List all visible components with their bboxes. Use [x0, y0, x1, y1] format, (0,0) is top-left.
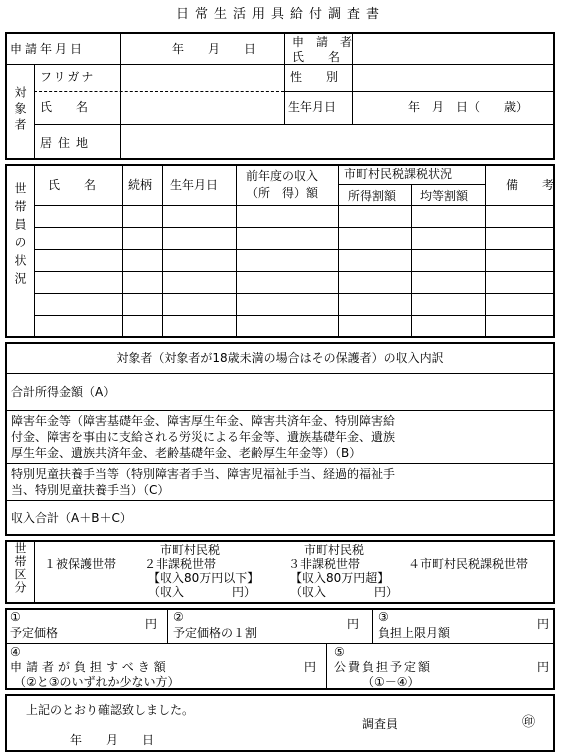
class-opt2-note2[interactable]: （収入 円）	[148, 585, 257, 599]
household-side-label: 世帯員の状況	[13, 182, 27, 290]
c3-label: 負担上限月額	[378, 626, 451, 640]
furigana-label: フリガナ	[40, 70, 96, 84]
c2-yen: 円	[347, 617, 360, 631]
class-opt2-top: 市町村民税	[160, 543, 221, 557]
class-opt3-note2[interactable]: （収入 円）	[290, 585, 399, 599]
class-opt2-note1: 【収入80万円以下】	[148, 571, 260, 585]
address-label: 居住地	[40, 136, 95, 150]
household-class-section	[5, 540, 555, 604]
application-date-label: 申請年月日	[10, 42, 86, 56]
c3-yen: 円	[537, 617, 550, 631]
c2-label: 予定価格の１割	[173, 626, 258, 640]
col-relation: 続柄	[128, 178, 153, 192]
col-birthdate: 生年月日	[170, 178, 219, 192]
birthdate-label: 生年月日	[288, 100, 337, 114]
c4-note: （②と③のいずれか少ない方）	[14, 675, 180, 689]
confirm-text: 上記のとおり確認致しました。	[26, 703, 195, 717]
col-remarks: 備 考	[506, 178, 555, 192]
c1-num: ①	[10, 610, 21, 624]
application-date-value[interactable]: 年 月 日	[172, 42, 257, 56]
c2-num: ②	[173, 610, 184, 624]
household-class-side-label: 世帯区分	[13, 542, 27, 594]
col-name: 氏 名	[48, 178, 97, 192]
page-title: 日常生活用具給付調査書	[175, 7, 385, 22]
pension-line-1: 障害年金等（障害基礎年金、障害厚生年金、障害共済年金、特別障害給	[11, 414, 396, 428]
class-opt3-note1: 【収入80万円超】	[290, 571, 390, 585]
investigator-label: 調査員	[362, 717, 399, 731]
confirm-date[interactable]: 年 月 日	[70, 733, 155, 747]
pension-line-2: 付金、障害を事由に支給される労災による年金等、遺族基礎年金、遺族	[11, 430, 396, 444]
class-opt4[interactable]: ４市町村民税課税世帯	[408, 557, 529, 571]
gender-label: 性 別	[290, 70, 339, 84]
col-income-1: 前年度の収入	[246, 169, 319, 183]
class-opt1[interactable]: １被保護世帯	[44, 557, 117, 571]
income-total-label: 収入合計（A＋B＋C）	[11, 511, 132, 525]
col-income-levy: 所得割額	[348, 189, 397, 203]
c5-yen: 円	[537, 660, 550, 674]
applicant-name-label-1: 申 請 者	[292, 35, 353, 49]
income-heading: 対象者（対象者が18歳未満の場合はその保護者）の収入内訳	[116, 351, 444, 365]
birthdate-value[interactable]: 年 月 日（ 歳）	[408, 100, 529, 114]
col-equal-levy: 均等割額	[420, 189, 469, 203]
class-opt3-top: 市町村民税	[304, 543, 365, 557]
total-income-label: 合計所得金額（A）	[11, 385, 116, 399]
allowance-line-1: 特別児童扶養手当等（特別障害者手当、障害児福祉手当、経過的福祉手	[11, 467, 396, 481]
c1-label: 予定価格	[10, 626, 59, 640]
subject-name-label: 氏 名	[40, 100, 89, 114]
c1-yen: 円	[145, 617, 158, 631]
seal-mark: ㊞	[522, 715, 536, 730]
class-opt2-main[interactable]: ２非課税世帯	[144, 557, 217, 571]
allowance-line-2: 当、特別児童扶養手当）（C）	[11, 483, 170, 497]
col-tax-status: 市町村民税課税状況	[344, 167, 453, 181]
subject-side-label: 対象者	[13, 86, 27, 134]
c5-note: （①－④）	[362, 675, 420, 689]
c4-yen: 円	[304, 660, 317, 674]
class-opt3-main[interactable]: ３非課税世帯	[288, 557, 361, 571]
applicant-name-label-2: 氏 名	[292, 50, 341, 64]
c4-label: 申請者が負担すべき額	[10, 660, 170, 674]
c5-label: 公費負担予定額	[334, 660, 433, 674]
c3-num: ③	[378, 610, 389, 624]
col-income-2: （所 得）額	[246, 186, 319, 200]
pension-line-3: 厚生年金、遺族共済年金、老齢基礎年金、老齢厚生年金等）（B）	[11, 446, 362, 460]
c4-num: ④	[10, 645, 21, 659]
c5-num: ⑤	[334, 645, 345, 659]
